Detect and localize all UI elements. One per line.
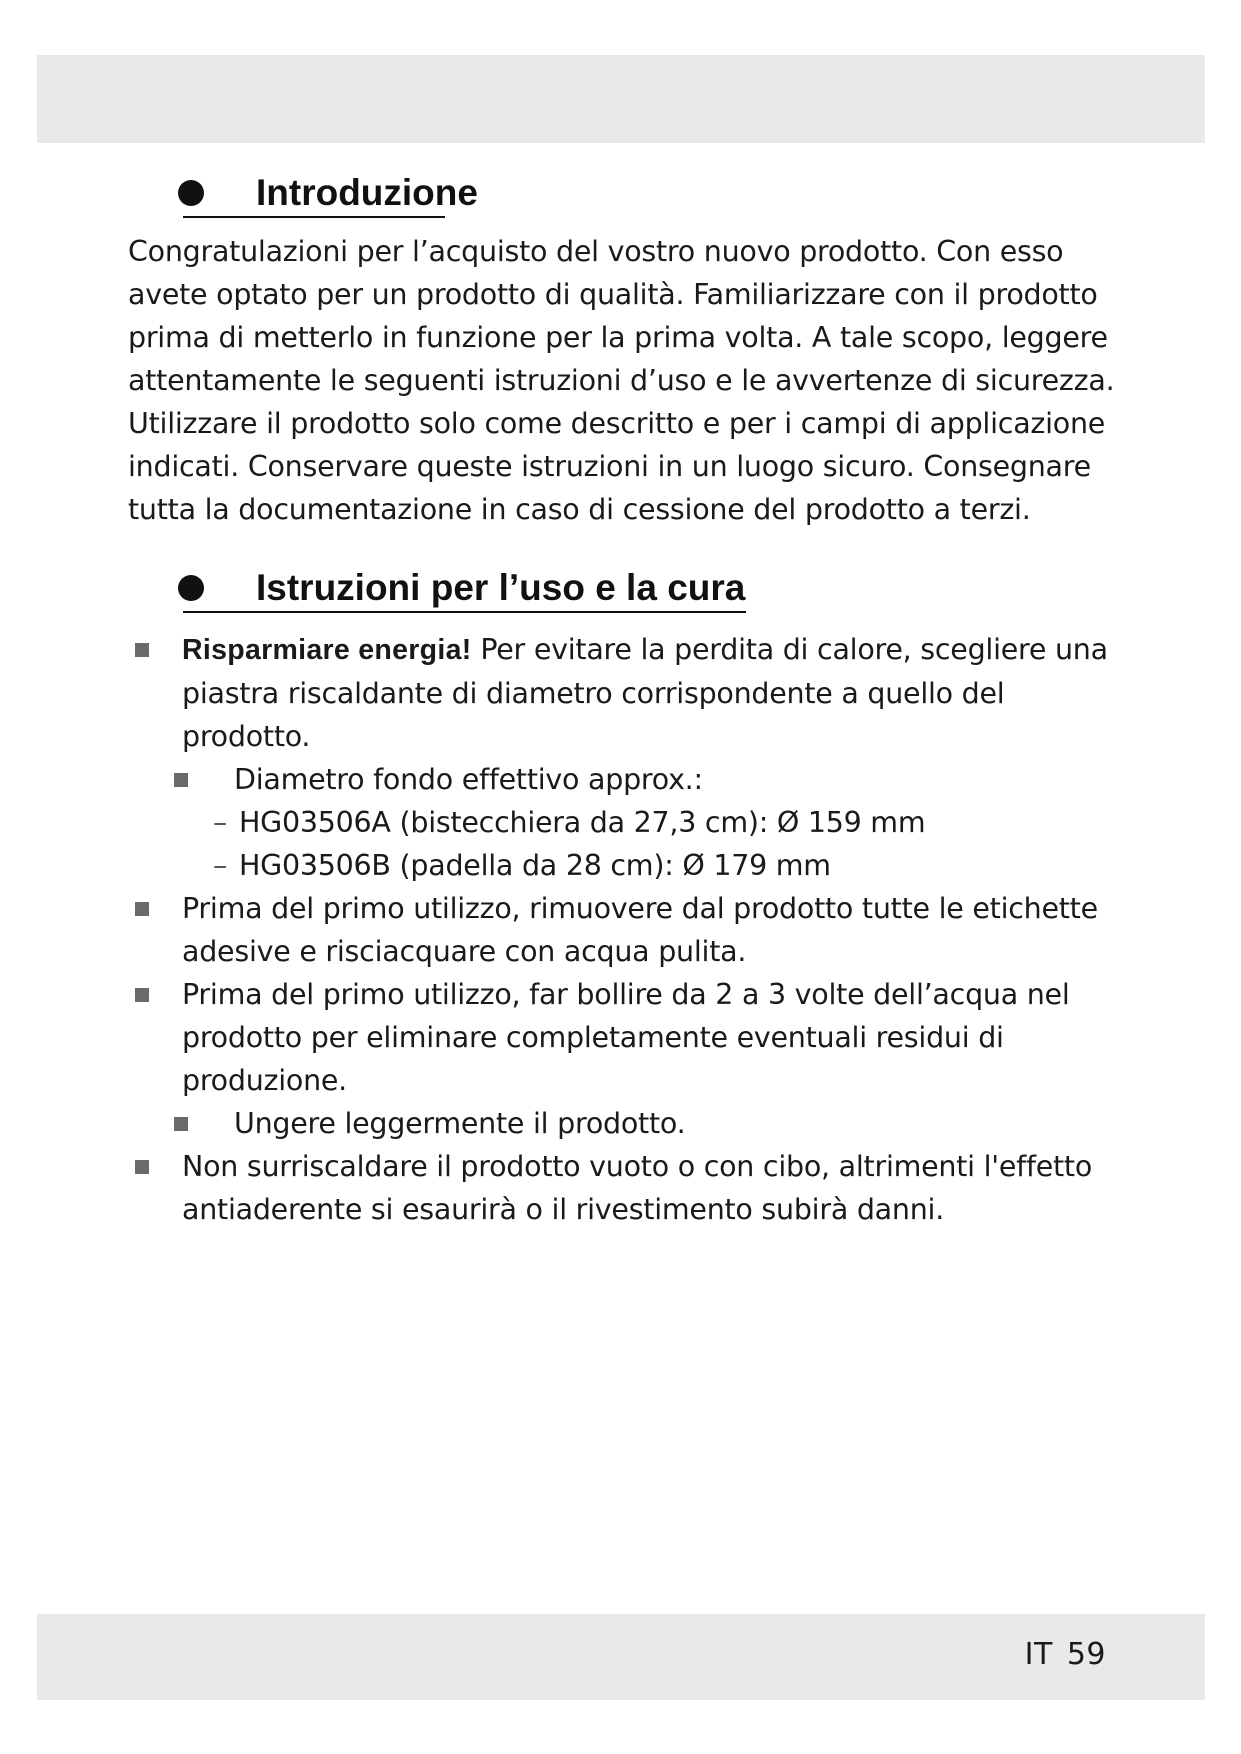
square-bullet-icon [174, 773, 188, 787]
list-item [0, 801, 1113, 844]
square-bullet-icon [135, 988, 149, 1002]
dash-bullet-icon: – [213, 849, 227, 882]
heading-title: Istruzioni per l’uso e la cura [256, 567, 746, 608]
list-item [0, 628, 1122, 758]
heading-underline [183, 611, 746, 613]
list-item-text: HG03506A (bistecchiera da 27,3 cm): Ø 159 mm [239, 806, 926, 839]
square-bullet-icon [135, 643, 149, 657]
list-item-text: Prima del primo utilizzo, far bollire da 2 a 3 volte dell’acqua nel prodotto per eliminare completamente eventuali residui di produzione. [182, 978, 1070, 1097]
care-instructions-list [0, 628, 1241, 1231]
heading-underline [183, 216, 445, 218]
header-band [37, 55, 1205, 143]
list-item-text: Non surriscaldare il prodotto vuoto o con cibo, altrimenti l'effetto antiaderente si esaurirà o il rivestimento subirà danni. [182, 1150, 1093, 1226]
language-code: IT [1024, 1637, 1053, 1672]
list-item [0, 1145, 1122, 1231]
page-number [1011, 1637, 1106, 1672]
bullet-dot-icon [178, 180, 204, 206]
square-bullet-icon [135, 1160, 149, 1174]
square-bullet-icon [174, 1117, 188, 1131]
list-item [0, 758, 1114, 801]
list-item [0, 887, 1122, 973]
page-number-value: 59 [1066, 1637, 1106, 1672]
list-item-text: Diametro fondo effettivo approx.: [234, 763, 703, 796]
intro-paragraph: Congratulazioni per l’acquisto del vostro nuovo prodotto. Con esso avete optato per un prodotto di qualità. Familiarizzare con il prodotto prima di metterlo in funzione per la prima volta. A tale scopo, leggere attentamente le seguenti istruzioni d’uso e le avvertenze di sicurezza. Utilizzare il prodotto solo come descritto e per i campi di applicazione indicati. Conservare queste istruzioni in un luogo sicuro. Consegnare tutta la documentazione in caso di cessione del prodotto a terzi. [128, 235, 1115, 526]
list-item [0, 973, 1122, 1102]
emphasis-text: Risparmiare energia! [182, 634, 472, 666]
list-item-text: Per evitare la perdita di calore, scegliere una piastra riscaldante di diametro corrispondente a quello del prodotto. [182, 633, 1108, 753]
list-item-text: Prima del primo utilizzo, rimuovere dal prodotto tutte le etichette adesive e risciacquare con acqua pulita. [182, 892, 1098, 968]
list-item [0, 844, 1113, 887]
list-item-text: Ungere leggermente il prodotto. [234, 1107, 686, 1140]
list-item [0, 1102, 1114, 1145]
heading-title: Introduzione [256, 172, 478, 213]
bullet-dot-icon [178, 575, 204, 601]
list-item-text: HG03506B (padella da 28 cm): Ø 179 mm [239, 849, 831, 882]
dash-bullet-icon: – [213, 806, 227, 839]
square-bullet-icon [135, 902, 149, 916]
